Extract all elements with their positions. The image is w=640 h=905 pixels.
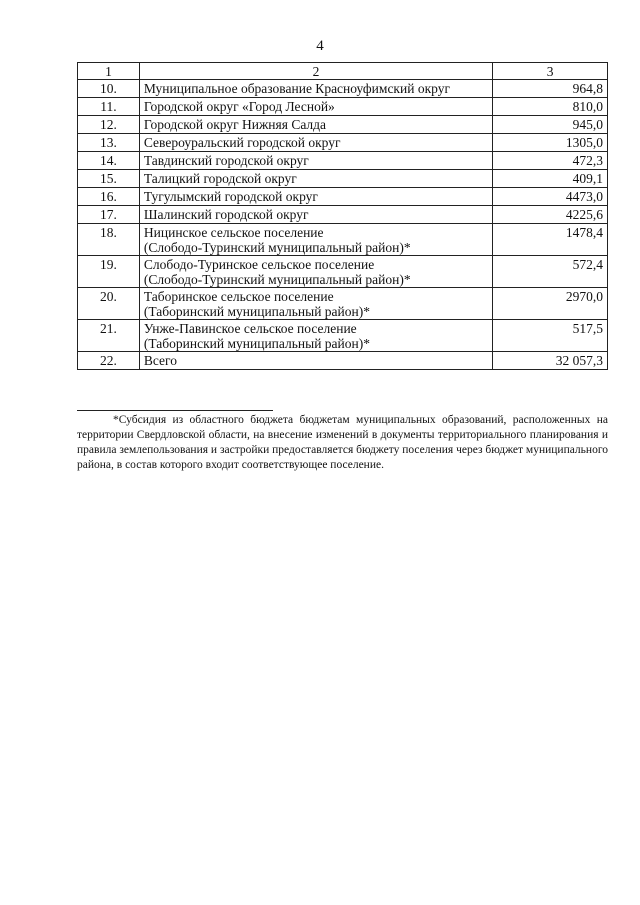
row-name xyxy=(139,98,492,116)
row-name-line: Муниципальное образование Красноуфимский округ xyxy=(143,81,450,96)
row-name xyxy=(139,288,492,320)
table-row xyxy=(78,206,608,224)
row-name-line: Унже-Павинское сельское поселение xyxy=(143,321,357,336)
row-name-line: (Слободо-Туринский муниципальный район)* xyxy=(143,272,411,287)
row-number: 10. xyxy=(78,80,140,98)
row-name xyxy=(139,116,492,134)
table-row xyxy=(78,224,608,256)
row-value: 810,0 xyxy=(493,98,608,116)
column-header-name: 2 xyxy=(139,63,492,80)
row-name xyxy=(139,80,492,98)
row-number: 15. xyxy=(78,170,140,188)
table-row xyxy=(78,134,608,152)
row-number: 21. xyxy=(78,320,140,352)
row-name-line: (Таборинский муниципальный район)* xyxy=(143,304,370,319)
row-number: 12. xyxy=(78,116,140,134)
row-number: 16. xyxy=(78,188,140,206)
table-row xyxy=(78,170,608,188)
row-value: 1478,4 xyxy=(493,224,608,256)
row-number: 13. xyxy=(78,134,140,152)
column-header-number: 1 xyxy=(78,63,140,80)
row-value: 4473,0 xyxy=(493,188,608,206)
row-name-line: Таборинское сельское поселение xyxy=(143,289,334,304)
row-name xyxy=(139,224,492,256)
row-name xyxy=(139,320,492,352)
table-row xyxy=(78,98,608,116)
row-value: 572,4 xyxy=(493,256,608,288)
table-row xyxy=(78,80,608,98)
table-row xyxy=(78,152,608,170)
row-value: 4225,6 xyxy=(493,206,608,224)
row-number: 20. xyxy=(78,288,140,320)
row-value: 409,1 xyxy=(493,170,608,188)
column-header-value: 3 xyxy=(493,63,608,80)
row-name xyxy=(139,256,492,288)
row-name xyxy=(139,206,492,224)
table-row xyxy=(78,288,608,320)
row-value: 1305,0 xyxy=(493,134,608,152)
page-number: 4 xyxy=(316,38,324,54)
footnote: *Субсидия из областного бюджета бюджетам муниципальных образований, расположенных на территории Свердловской области, на внесение изменений в документы территориального планирования и правила землепользования и застройки предоставляется бюджету поселения через бюджет муниципального района, в состав которого входит соответствующее поселение. xyxy=(77,414,608,471)
row-name-line: Городской округ Нижняя Салда xyxy=(143,117,327,132)
row-name-line: Тугулымский городской округ xyxy=(143,189,318,204)
row-value: 945,0 xyxy=(493,116,608,134)
row-number: 19. xyxy=(78,256,140,288)
row-name xyxy=(139,152,492,170)
row-name xyxy=(139,352,492,370)
row-value: 2970,0 xyxy=(493,288,608,320)
row-number: 14. xyxy=(78,152,140,170)
row-name-line: (Слободо-Туринский муниципальный район)* xyxy=(143,240,411,255)
table-row xyxy=(78,352,608,370)
row-name-line: Слободо-Туринское сельское поселение xyxy=(143,257,375,272)
table-row xyxy=(78,116,608,134)
row-name xyxy=(139,134,492,152)
row-name-line: Талицкий городской округ xyxy=(143,171,297,186)
row-name-line: Североуральский городской округ xyxy=(143,135,341,150)
row-name-line: Шалинский городской округ xyxy=(143,207,309,222)
table-row xyxy=(78,256,608,288)
row-name-line: (Таборинский муниципальный район)* xyxy=(143,336,370,351)
row-value: 964,8 xyxy=(493,80,608,98)
row-number: 17. xyxy=(78,206,140,224)
footnote-divider xyxy=(77,410,273,411)
table-row xyxy=(78,320,608,352)
row-number: 18. xyxy=(78,224,140,256)
row-name xyxy=(139,170,492,188)
row-name-line: Тавдинский городской округ xyxy=(143,153,309,168)
row-value: 32 057,3 xyxy=(493,352,608,370)
row-name-line: Городской округ «Город Лесной» xyxy=(143,99,335,114)
row-number: 22. xyxy=(78,352,140,370)
row-number: 11. xyxy=(78,98,140,116)
row-name xyxy=(139,188,492,206)
row-value: 472,3 xyxy=(493,152,608,170)
table-header-row xyxy=(78,63,608,80)
subsidy-table xyxy=(77,62,608,370)
table-row xyxy=(78,188,608,206)
row-name-line: Ницинское сельское поселение xyxy=(143,225,324,240)
row-value: 517,5 xyxy=(493,320,608,352)
table-body xyxy=(78,80,608,370)
row-name-line: Всего xyxy=(143,353,177,368)
